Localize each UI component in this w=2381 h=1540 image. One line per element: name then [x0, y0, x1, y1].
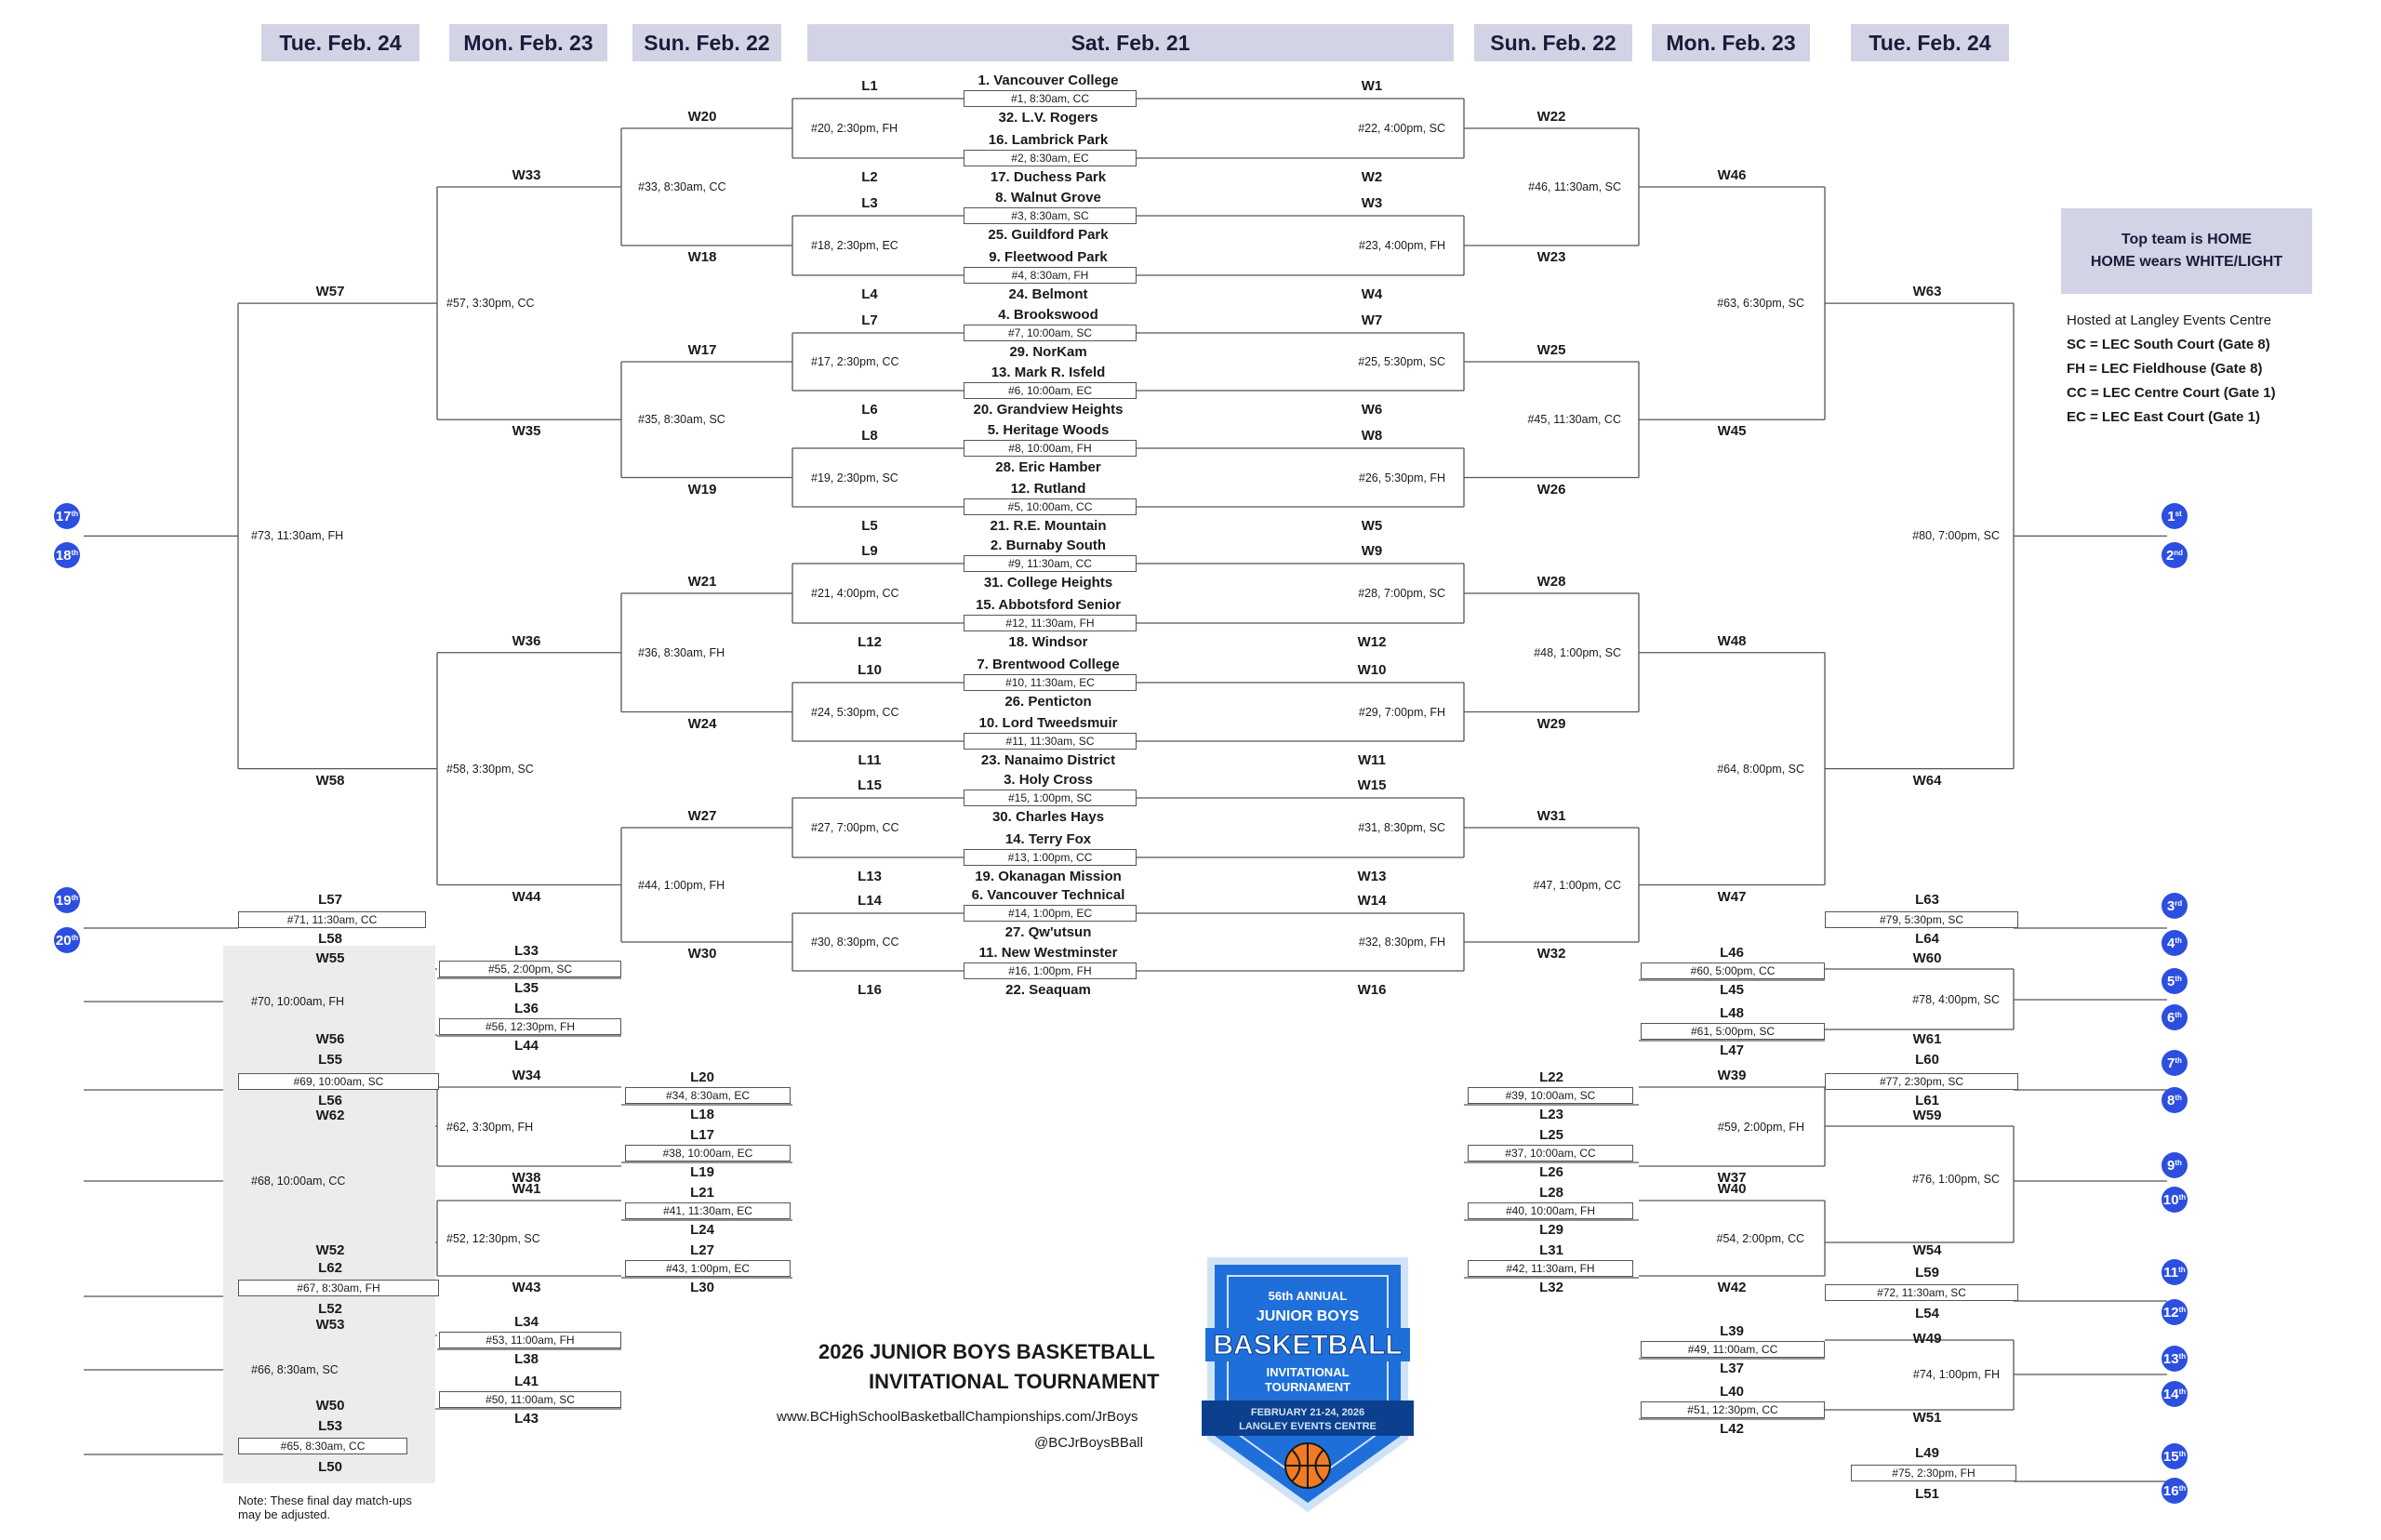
winner-label: W51 [1912, 1410, 1942, 1426]
team-name: 23. Nanaimo District [980, 752, 1116, 768]
seed-badge-6: 6 th [2162, 1004, 2188, 1030]
game-box: #15, 1:00pm, SC [964, 790, 1137, 806]
team-name: 22. Seaquam [1005, 982, 1091, 998]
game-label: #35, 8:30am, SC [638, 413, 725, 427]
winner-label: W11 [1357, 752, 1387, 768]
loser-label: L2 [861, 169, 878, 185]
winner-label: W60 [1912, 950, 1942, 966]
game-label: #27, 7:00pm, CC [811, 821, 899, 834]
game-label: #19, 2:30pm, SC [811, 471, 898, 485]
winner-label: W54 [1912, 1242, 1942, 1258]
seed-badge-14: 14 th [2162, 1381, 2188, 1407]
winner-label: W5 [1361, 518, 1383, 534]
home-team-legend [2061, 208, 2312, 294]
team-name: 13. Mark R. Isfeld [991, 365, 1106, 380]
seed-badge-18: 18 th [54, 542, 80, 568]
game-box: #3, 8:30am, SC [964, 207, 1137, 224]
winner-label: W28 [1536, 574, 1566, 590]
winner-label: W41 [512, 1181, 541, 1197]
loser-label: L21 [690, 1185, 714, 1201]
winner-label: W56 [315, 1031, 345, 1047]
game-label: #20, 2:30pm, FH [811, 122, 898, 135]
loser-label: L18 [690, 1107, 714, 1122]
loser-label: L59 [1915, 1265, 1939, 1281]
loser-label: L54 [1915, 1306, 1939, 1321]
winner-label: W19 [687, 481, 717, 498]
note-line-1: Note: These final day match-ups [238, 1494, 412, 1507]
logo-sport: BASKETBALL [1213, 1330, 1403, 1361]
winner-label: W45 [1717, 423, 1747, 440]
loser-label: L48 [1720, 1005, 1744, 1021]
seed-badge-5: 5 th [2162, 968, 2188, 994]
loser-label: L25 [1539, 1127, 1563, 1143]
loser-label: L40 [1720, 1384, 1744, 1400]
loser-label: L49 [1915, 1445, 1939, 1461]
game-box: #9, 11:30am, CC [964, 555, 1137, 572]
court-sc: SC = LEC South Court (Gate 8) [2067, 337, 2270, 352]
seed-badge-1: 1 st [2162, 503, 2188, 529]
winner-label: W29 [1536, 715, 1566, 732]
game-box: #34, 8:30am, EC [625, 1087, 791, 1104]
winner-label: W43 [512, 1280, 541, 1295]
loser-label: L60 [1915, 1052, 1939, 1068]
winner-label: W64 [1912, 772, 1942, 789]
winner-label: W59 [1912, 1108, 1942, 1123]
team-name: 24. Belmont [1008, 286, 1088, 302]
logo-annual: 56th ANNUAL [1268, 1289, 1348, 1303]
tournament-title-1: 2026 JUNIOR BOYS BASKETBALL [818, 1340, 1155, 1363]
winner-label: W61 [1912, 1031, 1942, 1047]
game-box: #72, 11:30am, SC [1825, 1284, 2018, 1301]
loser-label: L24 [690, 1222, 714, 1238]
loser-label: L19 [690, 1164, 714, 1180]
hosted-at: Hosted at Langley Events Centre [2067, 312, 2272, 328]
loser-label: L37 [1720, 1361, 1744, 1376]
logo-venue: LANGLEY EVENTS CENTRE [1239, 1421, 1377, 1432]
game-label: #63, 6:30pm, SC [1717, 297, 1804, 311]
winner-label: W63 [1912, 284, 1942, 300]
team-name: 5. Heritage Woods [987, 422, 1110, 438]
website-link[interactable]: www.BCHighSchoolBasketballChampionships.com/JrBoys [777, 1409, 1138, 1425]
game-label: #76, 1:00pm, SC [1912, 1173, 2000, 1186]
loser-label: L15 [858, 777, 882, 793]
team-name: 32. L.V. Rogers [998, 110, 1098, 126]
game-label: #17, 2:30pm, CC [811, 355, 899, 368]
game-label: #18, 2:30pm, EC [811, 239, 898, 252]
loser-label: L44 [514, 1038, 539, 1054]
game-label: #22, 4:00pm, SC [1358, 122, 1445, 135]
loser-label: L12 [858, 634, 882, 650]
team-name: 17. Duchess Park [990, 169, 1107, 185]
court-ec: EC = LEC East Court (Gate 1) [2067, 409, 2260, 425]
winner-label: W16 [1357, 982, 1387, 998]
court-fh: FH = LEC Fieldhouse (Gate 8) [2067, 361, 2263, 377]
loser-label: L64 [1915, 931, 1939, 947]
game-label: #28, 7:00pm, SC [1358, 587, 1445, 600]
game-box: #51, 12:30pm, CC [1641, 1401, 1825, 1418]
winner-label: W13 [1357, 869, 1387, 884]
game-label: #58, 3:30pm, SC [446, 762, 534, 776]
loser-label: L26 [1539, 1164, 1563, 1180]
winner-label: W57 [315, 284, 345, 300]
final-day-note [238, 1494, 412, 1521]
game-label: #74, 1:00pm, FH [1912, 1368, 2000, 1381]
game-box: #14, 1:00pm, EC [964, 905, 1137, 922]
day-header: Sun. Feb. 22 [1474, 24, 1632, 61]
seed-badge-20: 20 th [54, 927, 80, 953]
team-name: 30. Charles Hays [991, 809, 1105, 825]
loser-label: L11 [858, 752, 882, 768]
game-box: #50, 11:00am, SC [439, 1391, 621, 1408]
game-box: #69, 10:00am, SC [238, 1073, 439, 1090]
team-name: 12. Rutland [1010, 481, 1086, 497]
loser-label: L42 [1720, 1421, 1744, 1437]
loser-label: L41 [514, 1374, 539, 1389]
basketball-icon [1285, 1443, 1330, 1488]
game-box: #16, 1:00pm, FH [964, 962, 1137, 979]
game-box: #11, 11:30am, SC [964, 733, 1137, 750]
winner-label: W8 [1361, 428, 1383, 444]
team-name: 19. Okanagan Mission [975, 869, 1122, 884]
seed-badge-19: 19 th [54, 887, 80, 913]
seed-badge-12: 12 th [2162, 1299, 2188, 1325]
winner-label: W48 [1717, 632, 1747, 649]
seed-badge-4: 4 th [2162, 930, 2188, 956]
loser-label: L28 [1539, 1185, 1563, 1201]
loser-label: L34 [514, 1314, 539, 1330]
game-label: #64, 8:00pm, SC [1717, 762, 1804, 776]
winner-label: W39 [1717, 1068, 1747, 1083]
winner-label: W26 [1536, 481, 1566, 498]
team-name: 1. Vancouver College [978, 73, 1119, 88]
loser-label: L23 [1539, 1107, 1563, 1122]
game-box: #42, 11:30am, FH [1468, 1260, 1633, 1277]
game-label: #36, 8:30am, FH [638, 645, 725, 659]
seed-badge-7: 7 th [2162, 1050, 2188, 1076]
loser-label: L47 [1720, 1042, 1744, 1058]
game-label: #70, 10:00am, FH [251, 995, 345, 1008]
winner-label: W44 [512, 888, 541, 905]
team-name: 14. Terry Fox [1004, 831, 1092, 847]
day-header: Tue. Feb. 24 [1851, 24, 2009, 61]
winner-label: W6 [1361, 402, 1383, 418]
game-label: #33, 8:30am, CC [638, 180, 726, 193]
loser-label: L43 [514, 1411, 539, 1427]
winner-label: W36 [512, 632, 541, 649]
loser-label: L3 [861, 195, 878, 211]
loser-label: L17 [690, 1127, 714, 1143]
team-name: 26. Penticton [1004, 694, 1092, 710]
winner-label: W2 [1361, 169, 1383, 185]
winner-label: W22 [1536, 109, 1566, 125]
day-header: Mon. Feb. 23 [1652, 24, 1810, 61]
loser-label: L7 [861, 312, 878, 328]
loser-label: L35 [514, 980, 539, 996]
game-box: #6, 10:00am, EC [964, 382, 1137, 399]
game-label: #23, 4:00pm, FH [1358, 239, 1445, 252]
game-box: #49, 11:00am, CC [1641, 1341, 1825, 1358]
loser-label: L45 [1720, 982, 1744, 998]
winner-label: W38 [512, 1170, 541, 1186]
game-label: #59, 2:00pm, FH [1717, 1120, 1804, 1134]
winner-label: W18 [687, 249, 717, 265]
team-name: 27. Qw'utsun [1004, 924, 1092, 940]
winner-label: W49 [1912, 1331, 1942, 1347]
game-box: #39, 10:00am, SC [1468, 1087, 1633, 1104]
loser-label: L62 [318, 1260, 342, 1276]
game-label: #54, 2:00pm, CC [1716, 1231, 1804, 1245]
loser-label: L36 [514, 1001, 539, 1016]
game-box: #55, 2:00pm, SC [439, 961, 621, 977]
game-label: #52, 12:30pm, SC [446, 1231, 540, 1245]
seed-badge-11: 11 th [2162, 1259, 2188, 1285]
game-label: #78, 4:00pm, SC [1912, 993, 2000, 1006]
winner-label: W4 [1361, 286, 1383, 302]
team-name: 16. Lambrick Park [988, 132, 1109, 148]
winner-label: W37 [1717, 1170, 1747, 1186]
winner-label: W10 [1357, 662, 1387, 678]
seed-badge-17: 17 th [54, 503, 80, 529]
game-box: #1, 8:30am, CC [964, 90, 1137, 107]
loser-label: L14 [858, 893, 882, 909]
winner-label: W7 [1361, 312, 1383, 328]
game-label: #26, 5:30pm, FH [1358, 471, 1445, 485]
winner-label: W32 [1536, 946, 1566, 962]
game-box: #77, 2:30pm, SC [1825, 1073, 2018, 1090]
game-label: #66, 8:30am, SC [251, 1363, 339, 1376]
loser-label: L5 [861, 518, 878, 534]
loser-label: L46 [1720, 945, 1744, 961]
loser-label: L32 [1539, 1280, 1563, 1295]
team-name: 10. Lord Tweedsmuir [978, 715, 1118, 731]
team-name: 21. R.E. Mountain [990, 518, 1107, 534]
loser-label: L30 [690, 1280, 714, 1295]
game-label: #48, 1:00pm, SC [1534, 645, 1621, 659]
winner-label: W35 [512, 423, 541, 440]
game-label: #29, 7:00pm, FH [1358, 705, 1445, 719]
tournament-logo [1200, 1254, 1416, 1516]
game-label: #73, 11:30am, FH [251, 529, 344, 543]
winner-label: W40 [1717, 1181, 1747, 1197]
loser-label: L20 [690, 1069, 714, 1085]
loser-label: L63 [1915, 892, 1939, 908]
day-header: Sat. Feb. 21 [807, 24, 1454, 61]
winner-label: W20 [687, 109, 717, 125]
loser-label: L50 [318, 1459, 342, 1475]
winner-label: W25 [1536, 342, 1566, 358]
winner-label: W33 [512, 167, 541, 183]
loser-label: L13 [858, 869, 882, 884]
loser-label: L56 [318, 1093, 342, 1109]
game-label: #57, 3:30pm, CC [446, 297, 535, 311]
game-label: #45, 11:30am, CC [1527, 413, 1621, 427]
winner-label: W12 [1357, 634, 1387, 650]
game-box: #5, 10:00am, CC [964, 498, 1137, 515]
seed-badge-16: 16 th [2162, 1478, 2188, 1504]
game-box: #12, 11:30am, FH [964, 615, 1137, 631]
loser-label: L16 [858, 982, 882, 998]
loser-label: L38 [514, 1351, 539, 1367]
logo-type-2: TOURNAMENT [1264, 1380, 1351, 1394]
game-box: #75, 2:30pm, FH [1851, 1465, 2016, 1481]
winner-label: W27 [687, 808, 717, 824]
winner-label: W23 [1536, 249, 1566, 265]
game-label: #44, 1:00pm, FH [638, 878, 725, 892]
winner-label: W62 [315, 1108, 345, 1123]
team-name: 25. Guildford Park [988, 227, 1109, 243]
logo-dates: FEBRUARY 21-24, 2026 [1250, 1407, 1365, 1418]
winner-label: W31 [1536, 808, 1566, 824]
loser-label: L27 [690, 1242, 714, 1258]
game-box: #79, 5:30pm, SC [1825, 911, 2018, 928]
seed-badge-9: 9 th [2162, 1152, 2188, 1178]
team-name: 9. Fleetwood Park [989, 249, 1108, 265]
loser-label: L51 [1915, 1486, 1939, 1502]
team-name: 31. College Heights [983, 575, 1113, 591]
winner-label: W30 [687, 946, 717, 962]
game-box: #60, 5:00pm, CC [1641, 962, 1825, 979]
loser-label: L53 [318, 1418, 342, 1434]
day-header: Mon. Feb. 23 [449, 24, 607, 61]
loser-label: L33 [514, 943, 539, 959]
winner-label: W3 [1361, 195, 1383, 211]
loser-label: L22 [1539, 1069, 1563, 1085]
game-label: #46, 11:30am, SC [1528, 180, 1621, 193]
game-box: #40, 10:00am, FH [1468, 1202, 1633, 1219]
loser-label: L6 [861, 402, 878, 418]
team-name: 8. Walnut Grove [995, 190, 1101, 206]
loser-label: L9 [861, 543, 878, 559]
loser-label: L39 [1720, 1323, 1744, 1339]
game-box: #43, 1:00pm, EC [625, 1260, 791, 1277]
game-box: #56, 12:30pm, FH [439, 1018, 621, 1035]
logo-type-1: INVITATIONAL [1266, 1365, 1350, 1379]
game-box: #71, 11:30am, CC [238, 911, 426, 928]
seed-badge-10: 10 th [2162, 1187, 2188, 1213]
game-box: #10, 11:30am, EC [964, 674, 1137, 691]
game-label: #68, 10:00am, CC [251, 1175, 346, 1188]
winner-label: W52 [315, 1242, 345, 1258]
game-box: #2, 8:30am, EC [964, 150, 1137, 166]
game-label: #32, 8:30pm, FH [1358, 936, 1445, 949]
game-box: #61, 5:00pm, SC [1641, 1023, 1825, 1040]
seed-badge-2: 2 nd [2162, 542, 2188, 568]
loser-label: L31 [1539, 1242, 1563, 1258]
loser-label: L61 [1915, 1093, 1939, 1109]
winner-label: W24 [687, 715, 717, 732]
loser-label: L10 [858, 662, 882, 678]
loser-label: L8 [861, 428, 878, 444]
social-handle[interactable]: @BCJrBoysBBall [1034, 1435, 1143, 1451]
winner-label: W1 [1361, 78, 1383, 94]
winner-label: W9 [1361, 543, 1383, 559]
team-name: 2. Burnaby South [990, 538, 1107, 553]
winner-label: W46 [1717, 167, 1747, 183]
team-name: 29. NorKam [1009, 344, 1087, 360]
legend-line-2: HOME wears WHITE/LIGHT [2090, 254, 2283, 270]
game-box: #7, 10:00am, SC [964, 325, 1137, 341]
game-box: #41, 11:30am, EC [625, 1202, 791, 1219]
winner-label: W17 [687, 342, 717, 358]
loser-label: L1 [861, 78, 878, 94]
winner-label: W14 [1357, 893, 1387, 909]
team-name: 20. Grandview Heights [973, 402, 1124, 418]
logo-event: JUNIOR BOYS [1256, 1308, 1360, 1324]
game-box: #65, 8:30am, CC [238, 1438, 407, 1454]
loser-label: L55 [318, 1052, 342, 1068]
loser-label: L57 [318, 892, 342, 908]
winner-label: W15 [1357, 777, 1387, 793]
seed-badge-8: 8 th [2162, 1087, 2188, 1113]
game-label: #24, 5:30pm, CC [811, 705, 899, 719]
loser-label: L4 [861, 286, 878, 302]
game-label: #30, 8:30pm, CC [811, 936, 899, 949]
team-name: 6. Vancouver Technical [971, 887, 1125, 903]
game-box: #37, 10:00am, CC [1468, 1145, 1633, 1162]
day-header: Tue. Feb. 24 [261, 24, 419, 61]
winner-label: W50 [315, 1398, 345, 1414]
winner-label: W55 [315, 950, 345, 966]
team-name: 28. Eric Hamber [995, 459, 1101, 475]
game-label: #25, 5:30pm, SC [1358, 355, 1445, 368]
tournament-title-2: INVITATIONAL TOURNAMENT [869, 1370, 1160, 1393]
game-box: #67, 8:30am, FH [238, 1280, 439, 1296]
court-cc: CC = LEC Centre Court (Gate 1) [2067, 385, 2276, 401]
team-name: 7. Brentwood College [977, 657, 1120, 672]
game-label: #62, 3:30pm, FH [446, 1120, 534, 1134]
winner-label: W53 [315, 1317, 345, 1333]
game-label: #80, 7:00pm, SC [1912, 529, 2000, 543]
game-box: #13, 1:00pm, CC [964, 849, 1137, 866]
winner-label: W47 [1717, 888, 1747, 905]
winner-label: W34 [512, 1068, 541, 1083]
loser-label: L52 [318, 1301, 342, 1317]
game-box: #38, 10:00am, EC [625, 1145, 791, 1162]
winner-label: W42 [1717, 1280, 1747, 1295]
team-name: 18. Windsor [1008, 634, 1088, 650]
team-name: 4. Brookswood [998, 307, 1098, 323]
seed-badge-13: 13 th [2162, 1346, 2188, 1372]
game-box: #8, 10:00am, FH [964, 440, 1137, 457]
game-label: #31, 8:30pm, SC [1358, 821, 1445, 834]
legend-line-1: Top team is HOME [2121, 232, 2253, 247]
game-box: #4, 8:30am, FH [964, 267, 1137, 284]
game-label: #21, 4:00pm, CC [811, 587, 899, 600]
seed-badge-3: 3 rd [2162, 893, 2188, 919]
note-line-2: may be adjusted. [238, 1507, 331, 1521]
game-label: #47, 1:00pm, CC [1533, 878, 1621, 892]
loser-label: L29 [1539, 1222, 1563, 1238]
winner-label: W58 [315, 772, 345, 789]
seed-badge-15: 15 th [2162, 1443, 2188, 1469]
day-header: Sun. Feb. 22 [632, 24, 781, 61]
team-name: 11. New Westminster [978, 945, 1118, 961]
team-name: 3. Holy Cross [1004, 772, 1093, 788]
team-name: 15. Abbotsford Senior [975, 597, 1122, 613]
loser-label: L58 [318, 931, 342, 947]
game-box: #53, 11:00am, FH [439, 1332, 621, 1348]
winner-label: W21 [687, 574, 717, 590]
